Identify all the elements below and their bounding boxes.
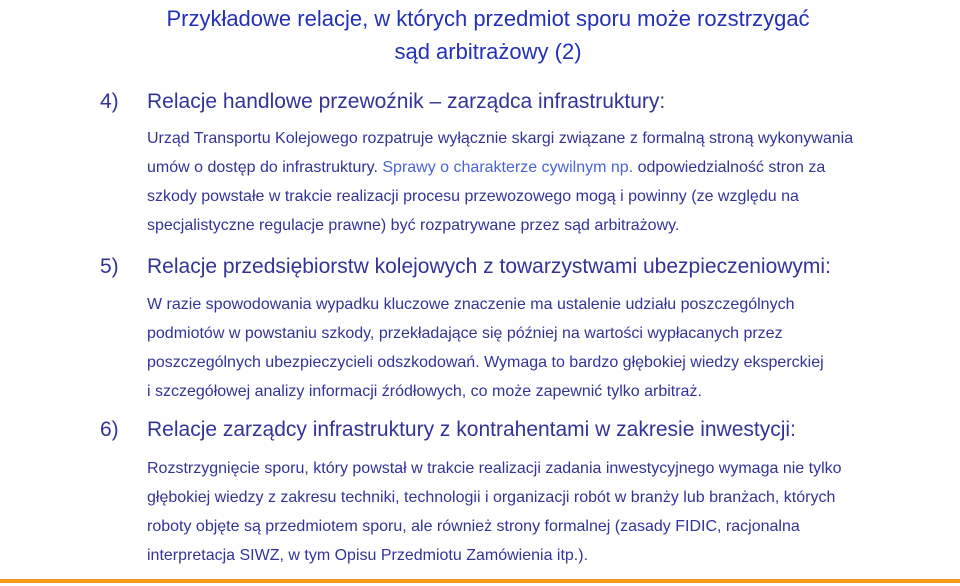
slide-title-line-2: sąd arbitrażowy (2)	[394, 39, 582, 64]
bottom-orange-rule	[0, 579, 960, 583]
slide-title-line-1: Przykładowe relacje, w których przedmiot sporu może rozstrzygać	[166, 6, 810, 31]
item-4-paragraph	[147, 124, 853, 240]
item-4-highlight: Sprawy o charakterze cywilnym np.	[382, 159, 634, 176]
item-6-line-3: roboty objęte są przedmiotem sporu, ale również strony formalnej (zasady FIDIC, racjonalna	[147, 518, 800, 535]
item-6-line-4: interpretacja SIWZ, w tym Opisu Przedmiotu Zamówienia itp.).	[147, 547, 589, 564]
item-5-line-3: poszczególnych ubezpieczycieli odszkodowań. Wymaga to bardzo głębokiej wiedzy eksperckiej	[147, 354, 824, 371]
item-5-heading-text: Relacje przedsiębiorstw kolejowych z towarzystwami ubezpieczeniowymi:	[147, 255, 831, 278]
item-6-number: 6)	[100, 418, 119, 441]
item-4-line-3: szkody powstałe w trakcie realizacji procesu przewozowego mogą i powinny (ze względu na	[147, 188, 799, 205]
item-6-paragraph	[147, 454, 842, 570]
item-4-line-2-text: umów o dostęp do infrastruktury.	[147, 159, 378, 176]
slide-title	[0, 2, 960, 68]
item-5-paragraph	[147, 290, 824, 406]
item-6-line-2: głębokiej wiedzy z zakresu techniki, technologii i organizacji robót w branży lub branżach, których	[147, 489, 836, 506]
item-6-heading	[100, 416, 796, 444]
item-5-line-4: i szczegółowej analizy informacji źródłowych, co może zapewnić tylko arbitraż.	[147, 383, 702, 400]
item-4-heading	[100, 88, 665, 116]
item-5-line-1: W razie spowodowania wypadku kluczowe znaczenie ma ustalenie udziału poszczególnych	[147, 296, 795, 313]
item-6-line-1: Rozstrzygnięcie sporu, który powstał w trakcie realizacji zadania inwestycyjnego wymaga nie tylko	[147, 460, 842, 477]
item-5-line-2: podmiotów w powstaniu szkody, przekładające się później na wartości wypłacanych przez	[147, 325, 783, 342]
item-4-line-2	[147, 153, 853, 182]
item-4-number: 4)	[100, 90, 119, 113]
item-4-line-1: Urząd Transportu Kolejowego rozpatruje wyłącznie skargi związane z formalną stroną wykonywania	[147, 130, 854, 147]
item-5-heading	[100, 253, 831, 281]
item-6-heading-text: Relacje zarządcy infrastruktury z kontrahentami w zakresie inwestycji:	[147, 418, 796, 441]
item-4-line-2-cont: odpowiedzialność stron za	[637, 159, 826, 176]
item-5-number: 5)	[100, 255, 119, 278]
item-4-line-4: specjalistyczne regulacje prawne) być rozpatrywane przez sąd arbitrażowy.	[147, 217, 680, 234]
item-4-heading-text: Relacje handlowe przewoźnik – zarządca infrastruktury:	[147, 90, 666, 113]
